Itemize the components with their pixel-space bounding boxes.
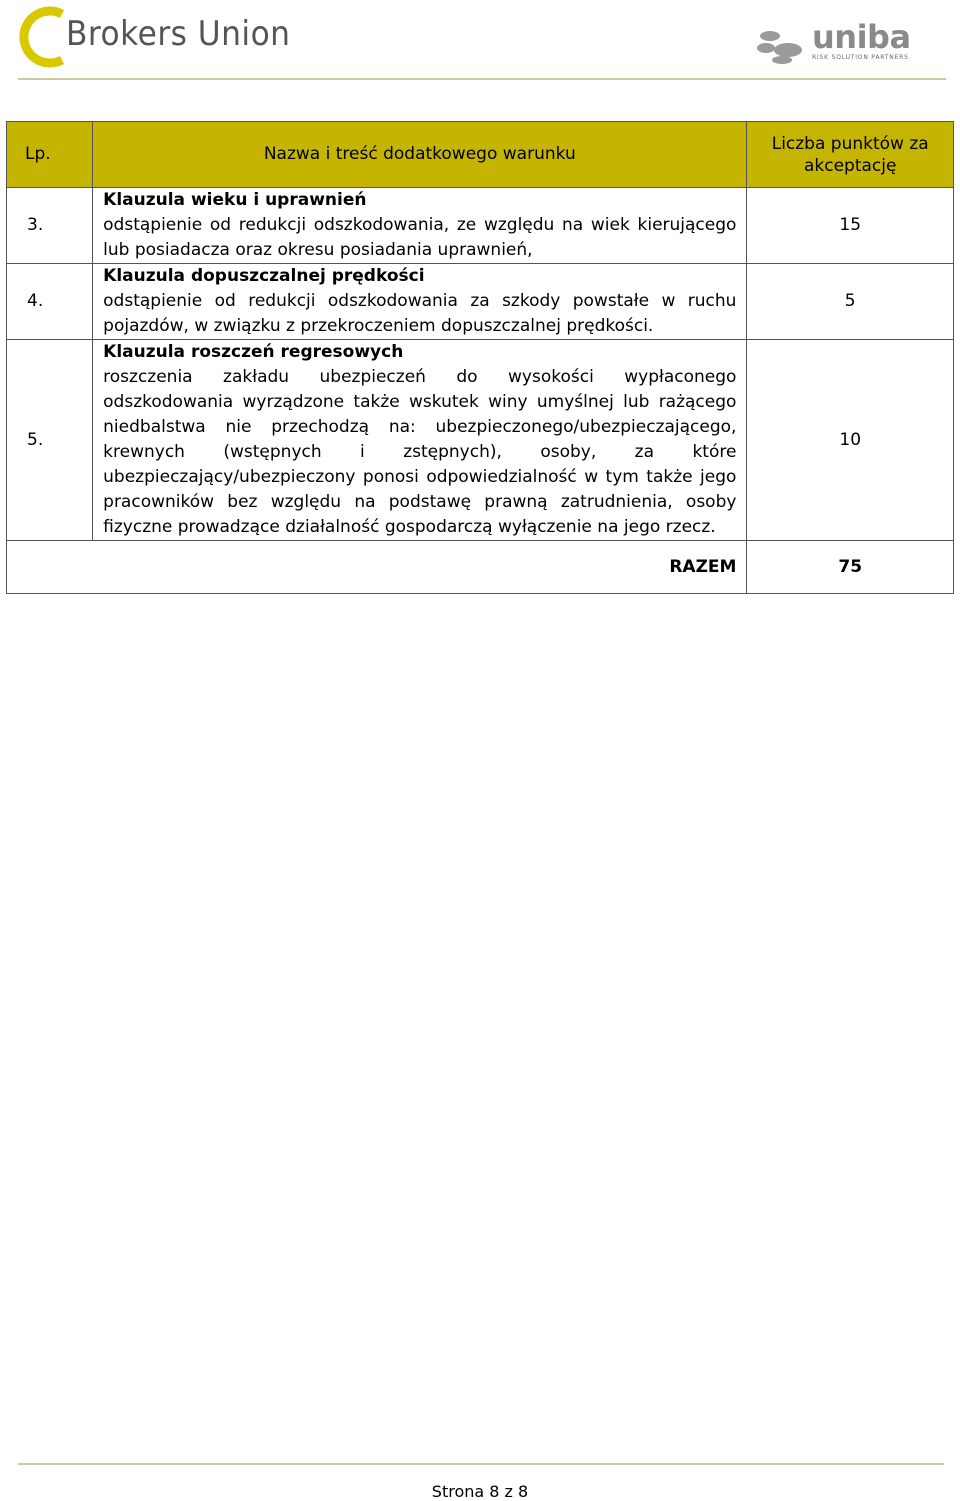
header-divider [18,78,946,80]
column-header-points: Liczba punktów za akceptację [747,122,954,188]
total-value: 75 [747,541,954,594]
clause-points: 5 [747,264,954,340]
total-row [7,541,954,594]
conditions-table [6,121,954,594]
page-number: Strona 8 z 8 [431,1482,529,1501]
uniba-logo-subtext: RISK SOLUTION PARTNERS [812,54,909,61]
clause-points: 10 [747,340,954,541]
total-label: RAZEM [7,541,747,594]
brokers-union-logo-text: Brokers Union [66,14,291,54]
table-row [7,264,954,340]
brokers-union-c-icon [18,4,70,70]
clause-title: Klauzula wieku i uprawnień [103,190,367,210]
clause-cell [93,264,747,340]
uniba-logo [756,18,916,66]
footer-divider [18,1463,944,1465]
page-header [0,0,960,90]
clause-body: odstąpienie od redukcji odszkodowania za szkody powstałe w ruchu pojazdów, w związku z przekroczeniem dopuszczalnej prędkości. [103,291,737,336]
table-row [7,340,954,541]
row-number: 5. [7,340,93,541]
table-header-row [7,122,954,188]
brokers-union-logo [18,4,308,70]
row-number: 3. [7,188,93,264]
row-number: 4. [7,264,93,340]
clause-cell [93,188,747,264]
table-row [7,188,954,264]
uniba-logo-text: uniba [812,18,911,56]
clause-body: odstąpienie od redukcji odszkodowania, ze względu na wiek kierującego lub posiadacza oraz okresu posiadania uprawnień, [103,215,737,260]
clause-cell [93,340,747,541]
clause-title: Klauzula dopuszczalnej prędkości [103,266,425,286]
uniba-stones-icon [756,26,810,66]
clause-points: 15 [747,188,954,264]
clause-body: roszczenia zakładu ubezpieczeń do wysokości wypłaconego odszkodowania wyrządzone także wskutek winy umyślnej lub rażącego niedbalstwa nie przechodzą na: ubezpieczonego/ubezpieczającego, krewnych (wstępnych i zstępnych), osoby, za które ubezpieczający/ubezpieczony ponosi odpowiedzialność w tym także jego pracowników bez względu na podstawę prawną zatrudnienia, osoby fizyczne prowadzące działalność gospodarczą wyłączenie na jego rzecz. [103,367,737,537]
clause-title: Klauzula roszczeń regresowych [103,342,404,362]
column-header-name: Nazwa i treść dodatkowego warunku [93,122,747,188]
column-header-lp: Lp. [7,122,93,188]
